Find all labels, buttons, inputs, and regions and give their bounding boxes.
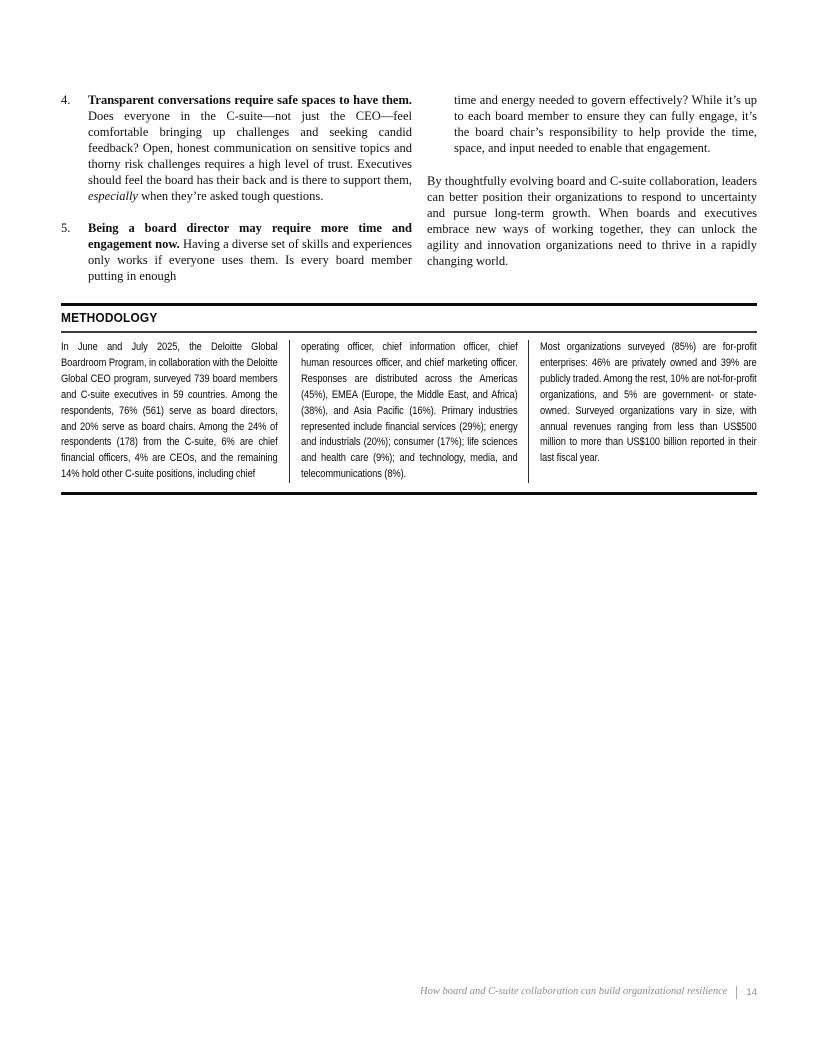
- left-text-column: [61, 92, 412, 284]
- item-5-continuation-paragraph: time and energy needed to govern effectively? While it’s up to each board member to ensure they can fully engage, it’s the board chair’s responsibility to help provide the time, space, and input needed to enable that engagement.: [454, 93, 757, 155]
- methodology-column-3: [528, 340, 757, 483]
- heading-underline-rule: [61, 331, 757, 333]
- methodology-column-1: [61, 340, 289, 483]
- top-rule: [61, 303, 757, 306]
- methodology-section: [61, 303, 757, 495]
- methodology-heading: METHODOLOGY: [61, 311, 158, 325]
- list-item-text: [88, 92, 412, 204]
- list-number: 4.: [61, 93, 71, 107]
- list-number: 5.: [61, 221, 71, 235]
- methodology-column-3-text: Most organizations surveyed (85%) are for-profit enterprises: 46% are privately owned and 39% are publicly traded. Among the rest, 10% are not-for-profit organizations, and 5% are government- or state-owned. Surveyed organizations vary in size, with annual revenues ranging from less than US$500 million to more than US$100 billion reported in their last fiscal year.: [540, 341, 757, 465]
- list-item-body-end: when they’re asked tough questions.: [137, 189, 324, 203]
- closing-paragraph: By thoughtfully evolving board and C-suite collaboration, leaders can better position their organizations to respond to uncertainty and pursue long-term growth. When boards and executives embrace new ways of working together, they can unlock the agility and innovation organizations need to thrive in a rapidly changing world.: [427, 174, 757, 268]
- italic-word: especially: [88, 189, 138, 203]
- bottom-rule: [61, 492, 757, 495]
- methodology-column-2-text: operating officer, chief information officer, chief human resources officer, and chief marketing officer. Responses are distributed across the Americas (45%), EMEA (Europe, the Middle East, and Africa) (38%), and Asia Pacific (16%). Primary industries represented include financial services (29%); energy and industrials (20%); consumer (17%); life sciences and health care (9%); and technology, media, and telecommunications (8%).: [300, 341, 518, 481]
- page-footer: [420, 985, 757, 999]
- list-item-lead: Transparent conversations require safe spaces to have them.: [88, 93, 412, 107]
- right-text-column: [427, 92, 757, 284]
- list-item-body: Does everyone in the C-suite—not just the CEO—feel comfortable bringing up challenges and seeking candid feedback? Open, honest communication on sensitive topics and thorny risk challenges requires a high level of trust. Executives should feel the board has their back and is there to support them,: [88, 109, 412, 187]
- list-item-lead: Being a board director may require more time and engagement now.: [88, 221, 412, 251]
- footer-divider: [736, 986, 737, 999]
- list-item-text: [88, 220, 412, 284]
- methodology-column-2: [289, 340, 529, 483]
- methodology-columns: [61, 340, 757, 483]
- list-item-4: [61, 92, 412, 204]
- page-number: 14: [746, 986, 757, 998]
- list-item-5: [61, 220, 412, 284]
- methodology-column-1-text: In June and July 2025, the Deloitte Global Boardroom Program, in collaboration with the Deloitte Global CEO program, surveyed 739 board members and C-suite executives in 59 countries. Among the respondents, 76% (561) serve as board directors, and 20% serve as board chairs. Among the 24% of respondents (178) from the C-suite, 6% are chief financial officers, 4% are CEOs, and the remaining 14% hold other C-suite positions, including chief: [61, 341, 278, 481]
- running-footer-title: How board and C-suite collaboration can build organizational resilience: [420, 986, 728, 997]
- body-text-section: [61, 92, 757, 284]
- list-item-body: Having a diverse set of skills and experiences only works if everyone uses them. Is every board member putting in enough: [88, 237, 412, 283]
